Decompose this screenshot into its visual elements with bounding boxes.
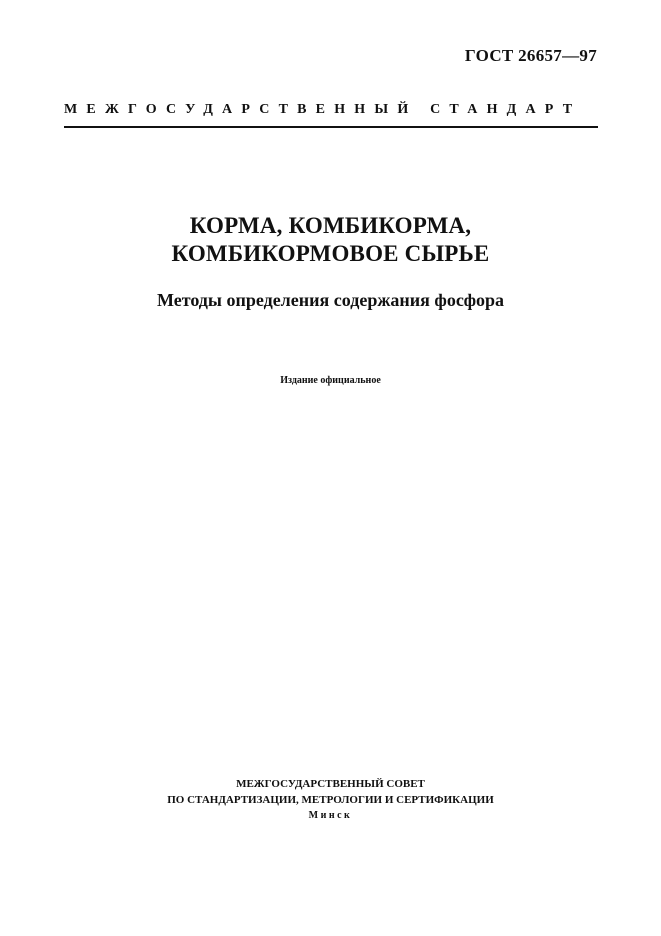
document-subtitle: Методы определения содержания фосфора (156, 290, 505, 310)
publisher-line-2: ПО СТАНДАРТИЗАЦИИ, МЕТРОЛОГИИ И СЕРТИФИКАЦИИ (167, 794, 494, 806)
document-number: ГОСТ 26657—97 (464, 46, 597, 65)
title-line-1: КОРМА, КОМБИКОРМА, (189, 213, 472, 238)
publisher-block (0, 776, 661, 824)
publisher-line-1: МЕЖГОСУДАРСТВЕННЫЙ СОВЕТ (236, 778, 425, 790)
title-line-2: КОМБИКОРМОВОЕ СЫРЬЕ (171, 241, 490, 266)
edition-label: Издание официальное (280, 375, 381, 386)
header-rule (64, 126, 598, 128)
title-block (0, 212, 661, 268)
standard-type-heading: МЕЖГОСУДАРСТВЕННЫЙ СТАНДАРТ (64, 102, 582, 117)
publisher-city: Минск (308, 810, 353, 821)
